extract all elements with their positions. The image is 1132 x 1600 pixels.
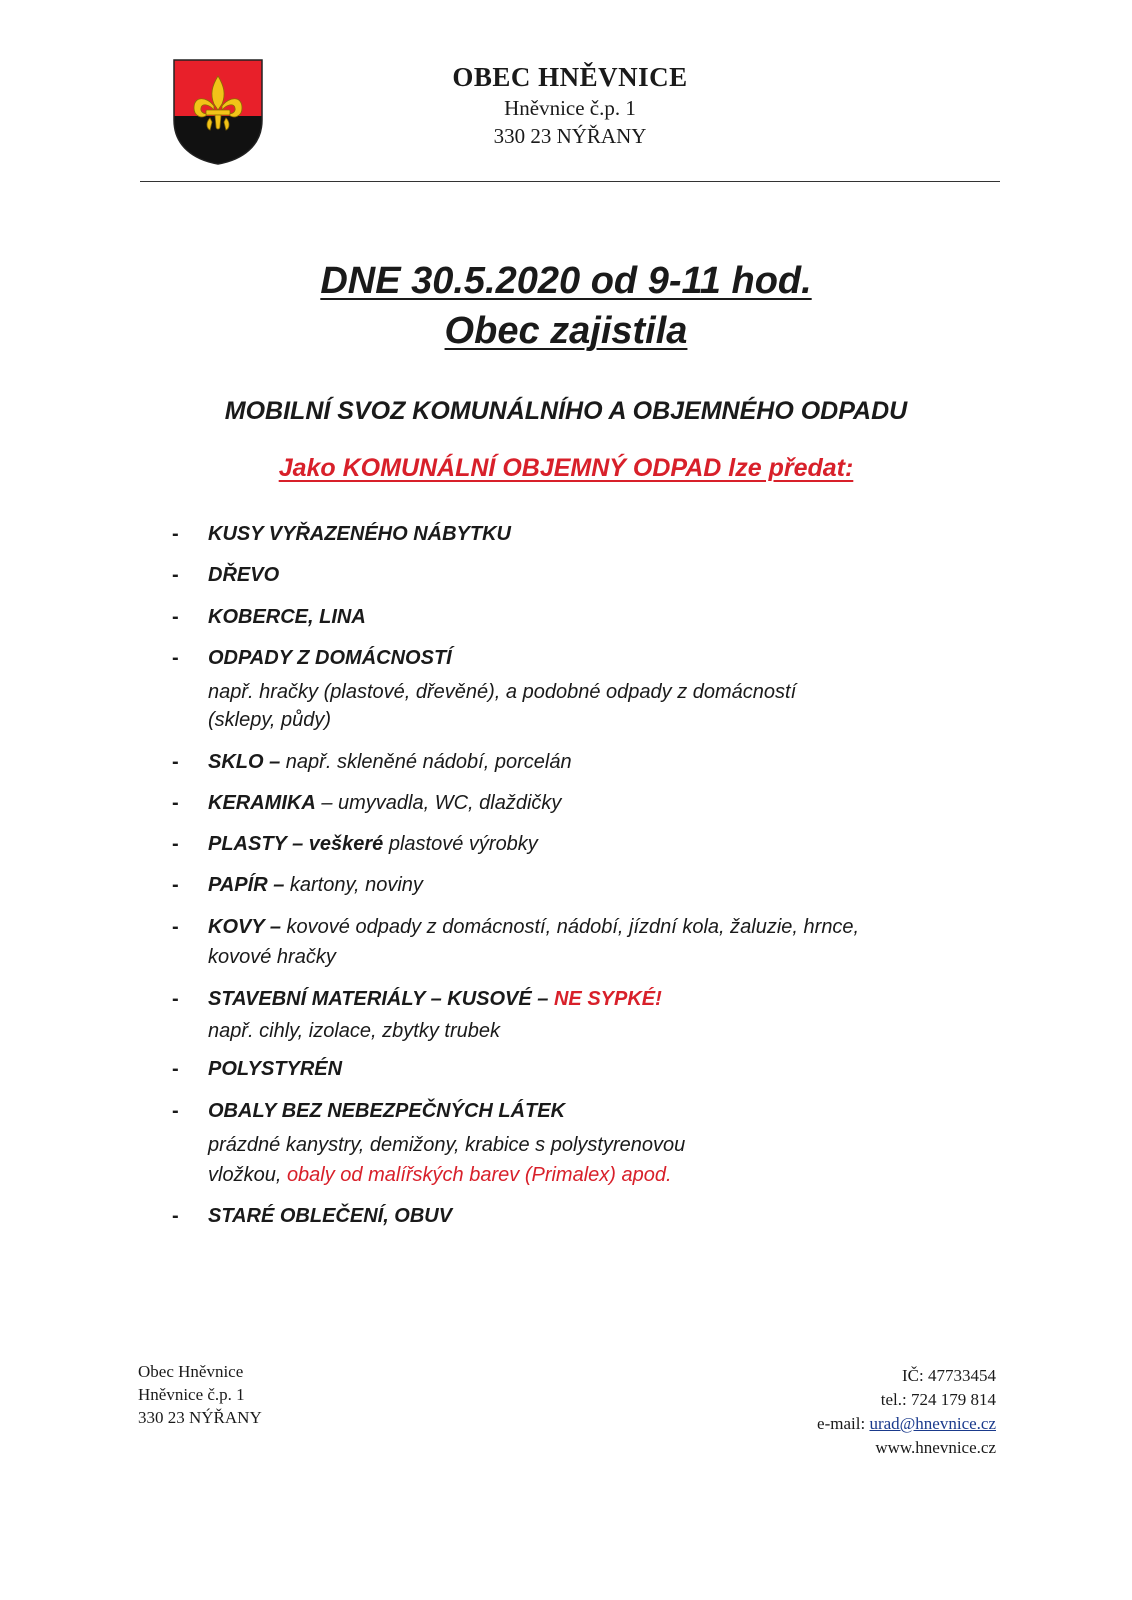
footer-ic: IČ: 47733454 <box>902 1366 996 1385</box>
footer-contacts <box>817 1364 996 1460</box>
letterhead <box>420 60 720 150</box>
headline-date: DNE 30.5.2020 od 9-11 hod. <box>320 260 812 302</box>
footer-tel: tel.: 724 179 814 <box>880 1390 996 1409</box>
footer-address: Obec Hněvnice Hněvnice č.p. 1 330 23 NÝŘANY <box>138 1362 262 1427</box>
letterhead-postal: 330 23 NÝŘANY <box>493 124 647 148</box>
letterhead-address: Hněvnice č.p. 1 <box>504 96 636 120</box>
notice-subtitle: MOBILNÍ SVOZ KOMUNÁLNÍHO A OBJEMNÉHO ODPADU <box>224 397 908 425</box>
municipality-name: OBEC HNĚVNICE <box>452 62 688 92</box>
email-link[interactable]: urad@hnevnice.cz <box>869 1414 996 1433</box>
notice-subtitle-red: Jako KOMUNÁLNÍ OBJEMNÝ ODPAD lze předat: <box>278 454 854 482</box>
footer-web[interactable]: www.hnevnice.cz <box>875 1438 996 1457</box>
headline-secured: Obec zajistila <box>444 310 688 352</box>
coat-of-arms-icon <box>172 58 264 166</box>
notice-page: OBEC HNĚVNICE Hněvnice č.p. 1 330 23 NÝŘANY DNE 30.5.2020 od 9-11 hod. Obec zajistila MOBILNÍ SVOZ KOMUNÁLNÍHO A OBJEMNÉHO ODPADU Jako KOMUNÁLNÍ OBJEMNÝ ODPAD lze předat: - KUSY VYŘAZENÉHO NÁBYTKU - DŘEVO - KOBERCE, LINA - ODPADY Z DOMÁCNOSTÍ např. hračky (plastové, dřevěné), a podobné odpady z domácností (sklepy, půdy) - SKLO – např. skleněné nádobí, porcelán - KERAMIKA – umyvadla, WC, dlaždičky - PLASTY – veškeré plastové výrobky - PAPÍR – kartony, noviny - KOVY – kovové odpady z domácností, nádobí, jízdní kola, žaluzie, hrnce, kovové hračky - STAVEBNÍ MATERIÁLY – KUSOVÉ – NE SYPKÉ! např. cihly, izolace, zbytky trubek - POLYSTYRÉN - OBALY BEZ NEBEZPEČNÝCH LÁTEK prázdné kanystry, demižony, krabice s polystyrenovou vložkou, obaly od malířských barev (Primalex) apod. - STARÉ OBLEČENÍ, OBUV Obec Hněvnice Hněvnice č.p. 1 330 23 NÝŘANY IČ: 47733454 tel.: 724 179 814 e-mail: urad@hnevnice.cz www.hnevnice.cz <box>0 0 1132 1600</box>
letterhead-divider <box>140 181 1000 182</box>
footer-email: e-mail: urad@hnevnice.cz <box>817 1414 996 1433</box>
